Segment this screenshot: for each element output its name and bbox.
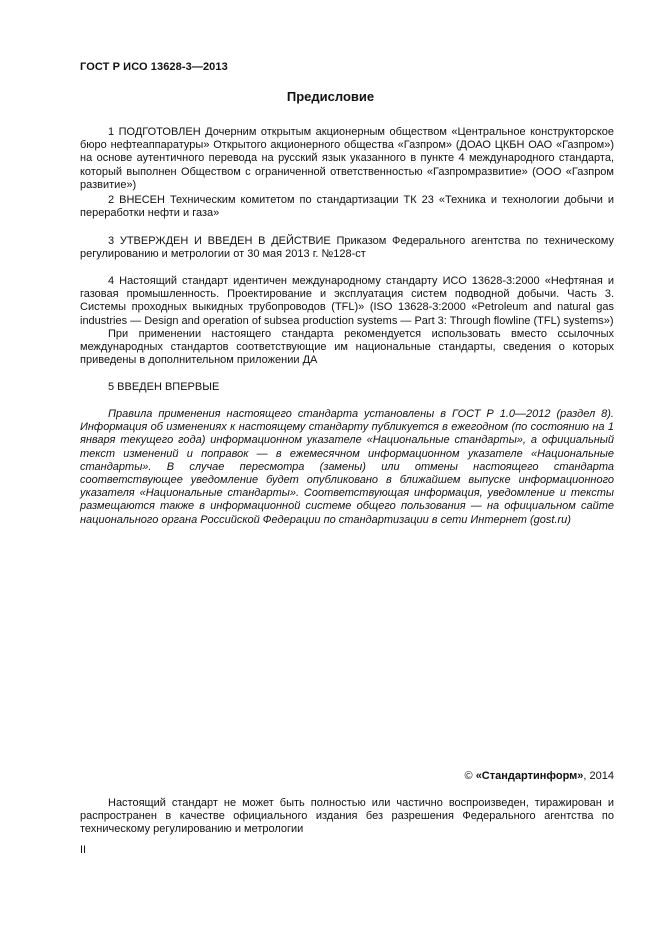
paragraph-prepared: 1 ПОДГОТОВЛЕН Дочерним открытым акционерным обществом «Центральное конструкторское бюро нефтеаппаратуры» Открытого акционерного общества «Газпром» (ДОАО ЦКБН ОАО «Газпром») на основе аутентичного перевода на русский язык указанного в пункте 4 международного стандарта, который выполнен Обществом с ограниченной ответственностью «Газпромразвитие» (ООО «Газпром развитие») bbox=[80, 126, 614, 191]
paragraph-approved: 3 УТВЕРЖДЕН И ВВЕДЕН В ДЕЙСТВИЕ Приказом Федерального агентства по техническому регулированию и метрологии от 30 мая 2013 г. №128-ст bbox=[80, 235, 614, 261]
copyright-year: , 2014 bbox=[583, 770, 614, 782]
paragraph-first-introduced: 5 ВВЕДЕН ВПЕРВЫЕ bbox=[108, 381, 220, 393]
paragraph-identical: 4 Настоящий стандарт идентичен международному стандарту ИСО 13628-3:2000 «Нефтяная и газовая промышленность. Проектирование и эксплуатация систем подводной добычи. Часть 3. Системы проходных выкидных трубопроводов (TFL)» (ISO 13628-3:2000 «Petroleum and natural gas industries — Design and operation of subsea production systems — Part 3: Through flowline (TFL) systems») bbox=[80, 275, 614, 327]
document-code: ГОСТ Р ИСО 13628-3—2013 bbox=[80, 61, 228, 73]
page-number: II bbox=[80, 844, 87, 856]
copyright bbox=[465, 770, 614, 782]
copyright-publisher: «Стандартинформ» bbox=[475, 770, 584, 782]
paragraph-application: При применении настоящего стандарта рекомендуется использовать вместо ссылочных международных стандартов соответствующие им национальные стандарты, сведения о которых приведены в дополнительном приложении ДА bbox=[80, 328, 614, 367]
copyright-symbol: © bbox=[464, 770, 476, 782]
paragraph-introduced: 2 ВНЕСЕН Техническим комитетом по стандартизации ТК 23 «Техника и технологии добычи и переработки нефти и газа» bbox=[80, 194, 614, 220]
paragraph-rules: Правила применения настоящего стандарта установлены в ГОСТ Р 1.0—2012 (раздел 8). Информация об изменениях к настоящему стандарту публикуется в ежегодном (по состоянию на 1 января текущего года) информационном указателе «Национальные стандарты», а официальный текст изменений и поправок — в ежемесячном информационном указателе «Национальные стандарты». В случае пересмотра (замены) или отмены настоящего стандарта соответствующее уведомление будет опубликовано в ближайшем выпуске информационного указателя «Национальные стандарты». Соответствующая информация, уведомление и тексты размещаются также в информационной системе общего пользования — на официальном сайте национального органа Российской Федерации по стандартизации в сети Интернет (gost.ru) bbox=[80, 408, 614, 526]
reproduction-notice: Настоящий стандарт не может быть полностью или частично воспроизведен, тиражирован и распространен в качестве официального издания без разрешения Федерального агентства по техническому регулированию и метрологии bbox=[80, 797, 614, 836]
page-title: Предисловие bbox=[286, 89, 375, 104]
